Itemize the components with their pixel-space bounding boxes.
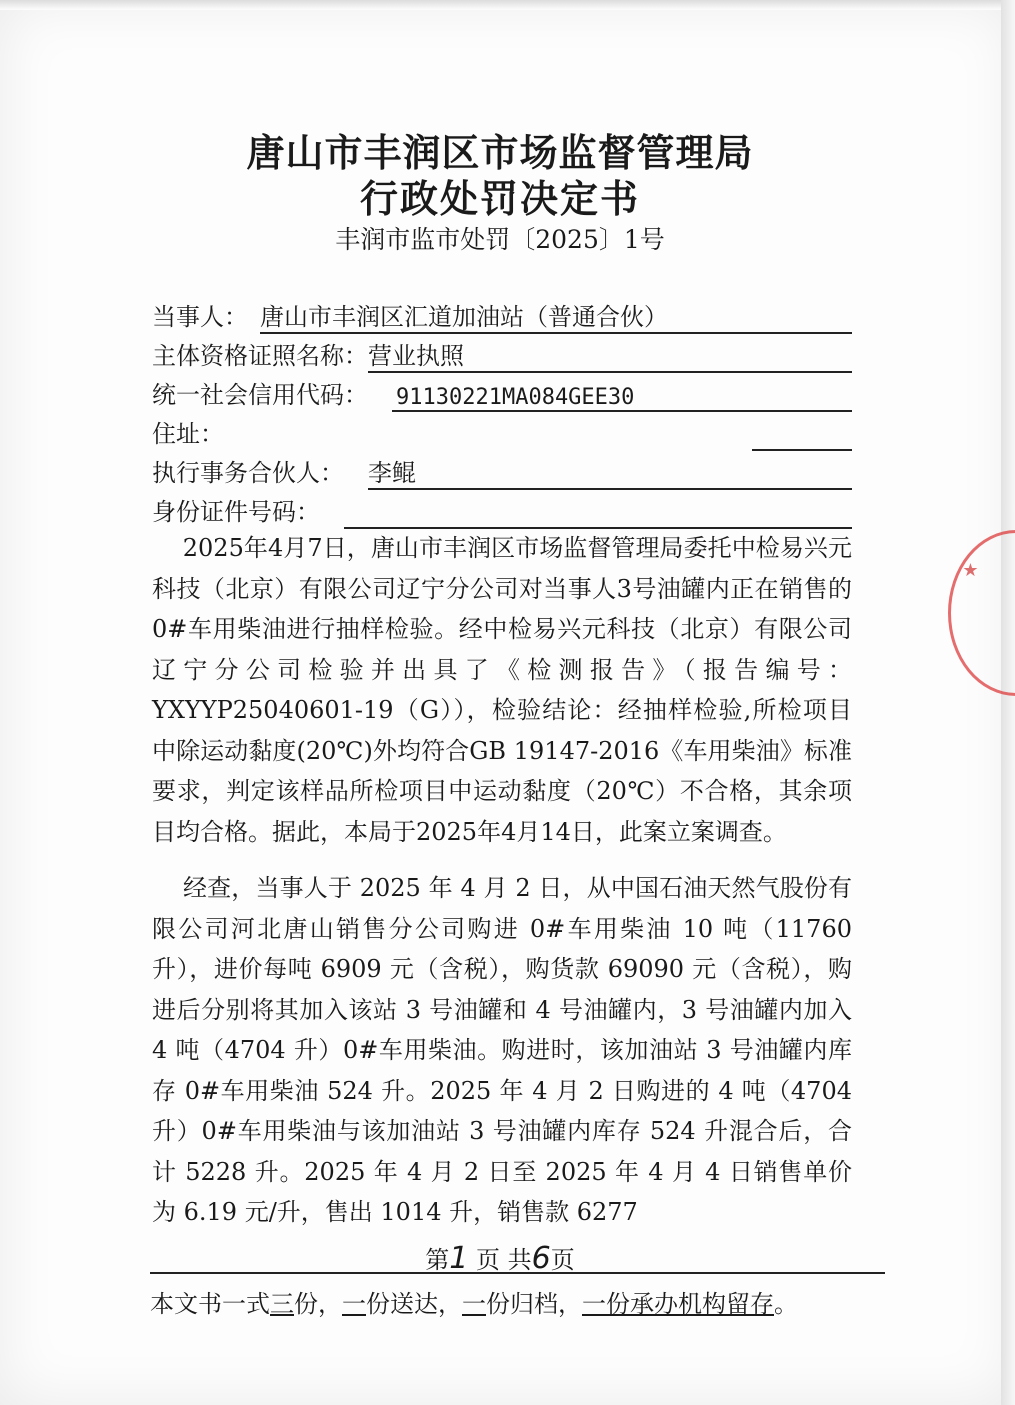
paragraph-sampling: 2025年4月7日，唐山市丰润区市场监督管理局委托中检易兴元科技（北京）有限公司辽宁分公司对当事人3号油罐内正在销售的0#车用柴油进行抽样检验。经中检易兴元科技（北京）有限公司辽宁分公司检验并出具了《检测报告》（报告编号：YXYYP25040601-19（G）），检验结论：经抽样检验,所检项目中除运动黏度(20℃)外均符合GB 19147-2016《车用柴油》标准要求，判定该样品所检项目中运动黏度（20℃）不合格，其余项目均合格。据此，本局于2025年4月14日，此案立案调查。 [152, 534, 852, 846]
partner-label: 执行事务合伙人： [152, 459, 344, 487]
license-field [152, 339, 852, 373]
paragraph-investigation: 经查，当事人于 2025 年 4 月 2 日，从中国石油天然气股份有限公司河北唐山销售分公司购进 0#车用柴油 10 吨（11760 升），进价每吨 6909 元（含税），购货款 69090 元（含税），购进后分别将其加入该站 3 号油罐和 4 号油罐内，3 号油罐内加入 4 吨（4704 升）0#车用柴油。购进时，该加油站 3 号油罐内库存 0#车用柴油 524 升。2025 年 4 月 2 日购进的 4 吨（4704 升）0#车用柴油与该加油站 3 号油罐内库存 524 升混合后，合计 5228 升。2025 年 4 月 2 日至 2025 年 4 月 4 日销售单价为 6.19 元/升，售出 1014 升，销售款 6277 [152, 874, 860, 1226]
page-number-middle: 页 共 [476, 1246, 532, 1274]
footer-divider [150, 1272, 885, 1274]
partner-value: 李鲲 [368, 459, 416, 487]
credit-code-field [152, 378, 852, 412]
license-label: 主体资格证照名称： [152, 342, 368, 370]
address-field [152, 417, 852, 451]
page-number-suffix: 页 [550, 1246, 575, 1274]
document-number: 丰润市监市处罚〔2025〕1号 [335, 225, 665, 254]
page-right-edge [1001, 0, 1015, 1405]
party-underline [260, 332, 852, 334]
footer-delivery-count: 一 [342, 1290, 366, 1318]
footer-agency-copy: 一份承办机构留存 [582, 1290, 774, 1318]
address-label: 住址： [152, 420, 224, 448]
footer-archive-count: 一 [462, 1290, 486, 1318]
credit-code-value: 91130221MA084GEE30 [396, 385, 635, 410]
footer-note [150, 1284, 910, 1319]
footer-copies-count: 三 [270, 1290, 294, 1318]
footer-part2: 份， [294, 1290, 342, 1318]
party-field [152, 300, 852, 334]
page-number [0, 1240, 1000, 1276]
footer-part1: 本文书一式 [150, 1290, 270, 1318]
document-title-line1: 唐山市丰润区市场监督管理局 [246, 130, 754, 175]
footer-part4: 份归档， [486, 1290, 582, 1318]
credit-code-underline [392, 410, 852, 412]
page-number-total: 6 [531, 1241, 551, 1276]
license-value: 营业执照 [368, 342, 464, 370]
page-top-edge [0, 0, 1015, 10]
credit-code-label: 统一社会信用代码： [152, 381, 368, 409]
id-number-field [152, 495, 852, 529]
partner-field [152, 456, 852, 490]
party-value: 唐山市丰润区汇道加油站（普通合伙） [260, 303, 668, 331]
footer-part3: 份送达， [366, 1290, 462, 1318]
footer-part5: 。 [774, 1290, 798, 1318]
official-seal-partial [948, 530, 1015, 696]
page-number-prefix: 第 [425, 1246, 450, 1274]
party-label: 当事人： [152, 303, 248, 331]
address-underline [752, 449, 852, 451]
id-number-label: 身份证件号码： [152, 498, 320, 526]
document-title-line2: 行政处罚决定书 [359, 176, 640, 221]
partner-underline [368, 488, 852, 490]
page-number-current: 1 [449, 1241, 469, 1276]
seal-marking: ★ [960, 560, 981, 581]
license-underline [368, 371, 852, 373]
